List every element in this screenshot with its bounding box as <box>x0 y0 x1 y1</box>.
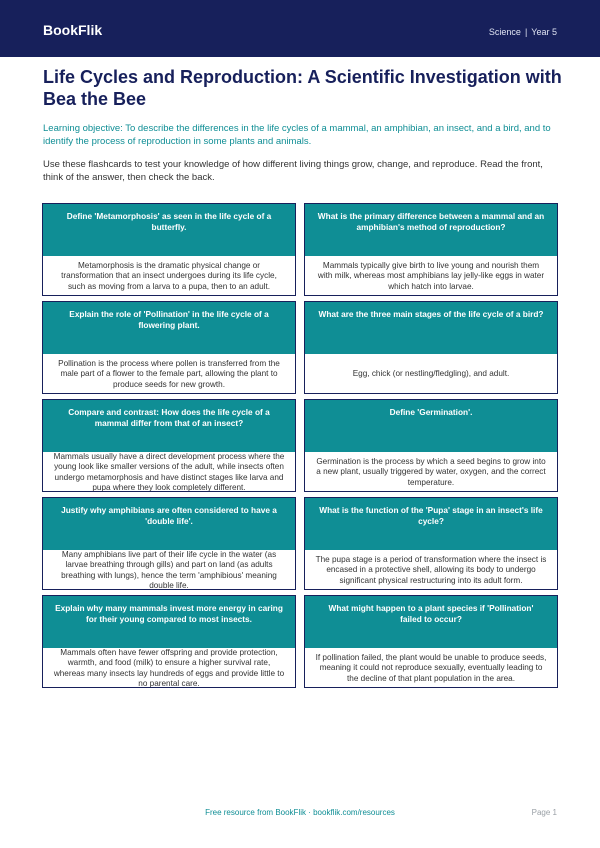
flashcard-front: Explain the role of 'Pollination' in the life cycle of a flowering plant. <box>43 302 295 354</box>
flashcard-front: Define 'Metamorphosis' as seen in the life cycle of a butterfly. <box>43 204 295 256</box>
meta-separator: | <box>524 27 528 37</box>
flashcard-back: Mammals often have fewer offspring and provide protection, warmth, and food (milk) to ensure a higher survival rate, whereas many insects lay hundreds of eggs and provide little to no parental care. <box>53 647 285 688</box>
flashcard[interactable] <box>304 399 558 492</box>
flashcard-front: Compare and contrast: How does the life cycle of a mammal differ from that of an insect? <box>43 400 295 452</box>
subject-label: Science <box>488 27 521 37</box>
flashcard[interactable] <box>42 497 296 590</box>
flashcard-back: Many amphibians live part of their life cycle in the water (as larvae breathing through gills) and part on land (as adults breathing with lungs), hence the term 'amphibious' meaning double life. <box>61 549 277 590</box>
flashcard[interactable] <box>42 203 296 296</box>
flashcard-front: Explain why many mammals invest more energy in caring for their young compared to most insects. <box>43 596 295 648</box>
flashcard-back: Metamorphosis is the dramatic physical change or transformation that an insect undergoes during its life cycle, such as moving from a larva to a pupa, then to an adult. <box>61 260 277 291</box>
flashcard-back: If pollination failed, the plant would be unable to produce seeds, meaning it could not reproduce sexually, eventually leading to the decline of that plant population in the area. <box>315 652 547 683</box>
flashcard-grid <box>42 203 558 688</box>
flashcard-back: The pupa stage is a period of transformation where the insect is encased in a protective shell, allowing its body to undergo significant physical restructuring into its adult form. <box>315 554 547 585</box>
flashcard[interactable] <box>42 301 296 394</box>
learning-objective: Learning objective: To describe the differences in the life cycles of a mammal, an amphibian, an insect, and a bird, and to identify the process of reproduction in some plants and animals. <box>43 123 551 147</box>
page-number: Page 1 <box>531 808 557 817</box>
page-header <box>0 0 600 57</box>
brand-logo[interactable]: BookFlik <box>43 22 103 38</box>
subject-year-label <box>489 27 557 37</box>
flashcard[interactable] <box>304 497 558 590</box>
flashcard[interactable] <box>304 301 558 394</box>
flashcard-back: Egg, chick (or nestling/fledgling), and adult. <box>352 369 510 379</box>
flashcard[interactable] <box>304 595 558 688</box>
year-label: Year 5 <box>531 27 557 37</box>
flashcard-back: Mammals usually have a direct development process where the young look like smaller versions of the adult, while insects often undergo metamorphosis and have distinct stages like larva and pupa where they look completely different. <box>53 451 285 492</box>
flashcard-front: What is the function of the 'Pupa' stage in an insect's life cycle? <box>305 498 557 550</box>
flashcard-front: What might happen to a plant species if 'Pollination' failed to occur? <box>305 596 557 648</box>
flashcard-back: Mammals typically give birth to live young and nourish them with milk, whereas most amphibians lay jelly-like eggs in water which hatch into larvae. <box>317 260 545 291</box>
intro-text: Use these flashcards to test your knowledge of how different living things grow, change, and reproduce. Read the front, think of the answer, then check the back. <box>43 159 543 183</box>
flashcard-front: Define 'Germination'. <box>305 400 557 452</box>
flashcard-front: What are the three main stages of the life cycle of a bird? <box>305 302 557 354</box>
flashcard[interactable] <box>304 203 558 296</box>
flashcard[interactable] <box>42 595 296 688</box>
flashcard-back: Germination is the process by which a seed begins to grow into a new plant, usually triggered by water, oxygen, and the correct temperature. <box>316 456 546 487</box>
page-title: Life Cycles and Reproduction: A Scientific Investigation with Bea the Bee <box>43 67 562 109</box>
flashcard-front: Justify why amphibians are often considered to have a 'double life'. <box>43 498 295 550</box>
flashcard-back: Pollination is the process where pollen is transferred from the male part of a flower to the female part, allowing the plant to produce seeds for new growth. <box>58 358 280 389</box>
flashcard-front: What is the primary difference between a mammal and an amphibian's method of reproduction? <box>305 204 557 256</box>
footer-resource-link[interactable]: Free resource from BookFlik · bookflik.com/resources <box>205 808 395 817</box>
flashcard[interactable] <box>42 399 296 492</box>
